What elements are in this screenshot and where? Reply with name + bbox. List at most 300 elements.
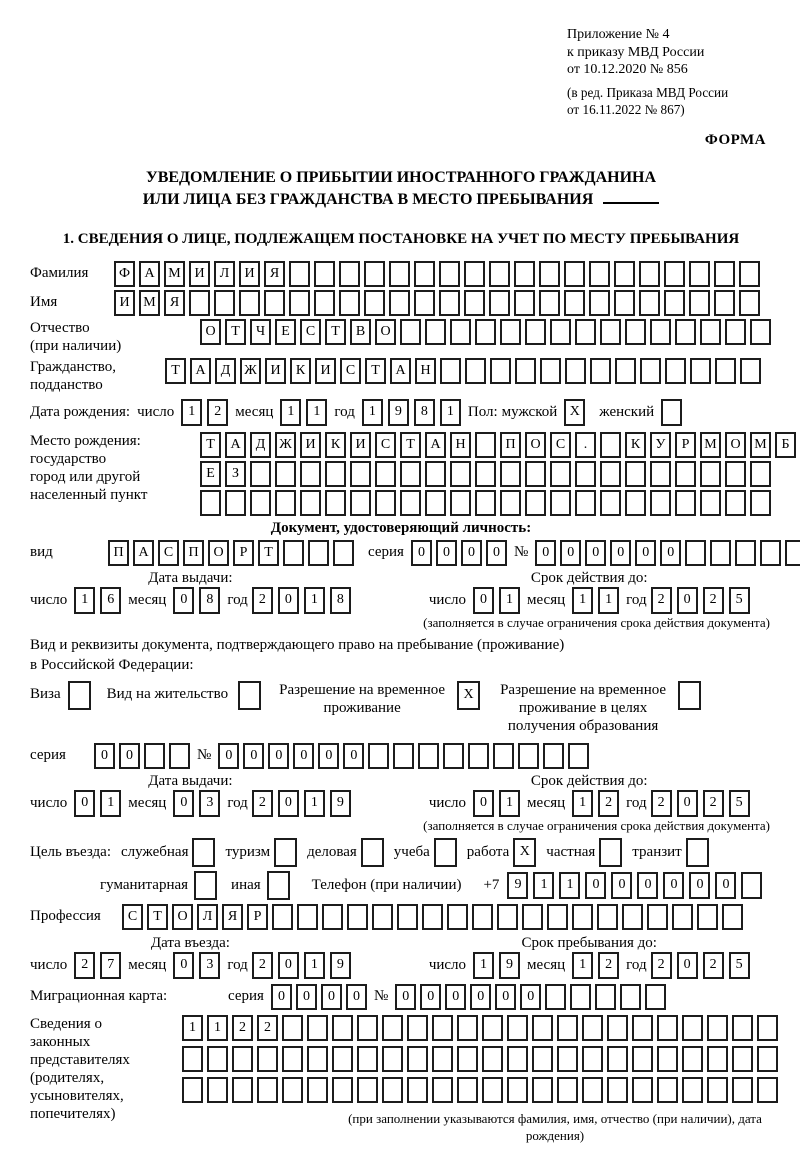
char-cell[interactable] (715, 358, 736, 384)
char-cell[interactable] (333, 540, 354, 566)
char-cell[interactable] (550, 461, 571, 487)
char-cell[interactable] (214, 290, 235, 316)
char-cell[interactable] (550, 319, 571, 345)
char-cell[interactable] (614, 290, 635, 316)
char-cell[interactable] (739, 290, 760, 316)
char-cell[interactable]: А (133, 540, 154, 566)
char-cell[interactable]: Т (147, 904, 168, 930)
char-cell[interactable]: Ч (250, 319, 271, 345)
char-cell[interactable]: 8 (330, 587, 351, 614)
char-cell[interactable] (675, 490, 696, 516)
char-cell[interactable]: И (189, 261, 210, 287)
char-cell[interactable] (639, 290, 660, 316)
char-cell[interactable] (308, 540, 329, 566)
char-cell[interactable]: Т (325, 319, 346, 345)
char-cell[interactable]: 0 (94, 743, 115, 769)
char-cell[interactable]: Ж (275, 432, 296, 458)
char-cell[interactable] (732, 1015, 753, 1041)
char-cell[interactable] (357, 1046, 378, 1072)
char-cell[interactable] (489, 290, 510, 316)
char-cell[interactable] (757, 1077, 778, 1103)
char-cell[interactable]: 1 (280, 399, 301, 426)
char-cell[interactable] (182, 1046, 203, 1072)
char-cell[interactable]: 9 (507, 872, 528, 899)
char-cell[interactable] (657, 1015, 678, 1041)
char-cell[interactable]: 2 (252, 952, 273, 979)
char-cell[interactable]: 1 (499, 587, 520, 614)
char-cell[interactable] (439, 261, 460, 287)
char-cell[interactable]: 0 (420, 984, 441, 1010)
char-cell[interactable] (440, 358, 461, 384)
char-cell[interactable]: 1 (533, 872, 554, 899)
char-cell[interactable]: Т (400, 432, 421, 458)
char-cell[interactable]: 2 (252, 587, 273, 614)
char-cell[interactable] (407, 1077, 428, 1103)
char-cell[interactable]: Т (165, 358, 186, 384)
char-cell[interactable] (475, 432, 496, 458)
char-cell[interactable]: Р (233, 540, 254, 566)
char-cell[interactable]: 1 (572, 587, 593, 614)
char-cell[interactable] (325, 461, 346, 487)
char-cell[interactable] (665, 358, 686, 384)
char-cell[interactable]: 1 (362, 399, 383, 426)
char-cell[interactable] (500, 461, 521, 487)
char-cell[interactable] (189, 290, 210, 316)
char-cell[interactable]: 1 (598, 587, 619, 614)
char-cell[interactable] (507, 1046, 528, 1072)
char-cell[interactable]: 2 (252, 790, 273, 817)
char-cell[interactable]: X (513, 838, 536, 867)
char-cell[interactable]: 0 (243, 743, 264, 769)
char-cell[interactable]: 0 (611, 872, 632, 899)
char-cell[interactable] (640, 358, 661, 384)
char-cell[interactable]: 0 (635, 540, 656, 566)
char-cell[interactable] (750, 461, 771, 487)
char-cell[interactable] (664, 261, 685, 287)
char-cell[interactable]: 0 (689, 872, 710, 899)
char-cell[interactable] (497, 904, 518, 930)
char-cell[interactable]: 0 (395, 984, 416, 1010)
char-cell[interactable] (582, 1077, 603, 1103)
char-cell[interactable] (450, 461, 471, 487)
char-cell[interactable]: 0 (445, 984, 466, 1010)
char-cell[interactable]: 2 (651, 952, 672, 979)
char-cell[interactable] (307, 1046, 328, 1072)
char-cell[interactable] (375, 490, 396, 516)
char-cell[interactable]: 0 (173, 587, 194, 614)
char-cell[interactable]: 0 (296, 984, 317, 1010)
char-cell[interactable]: Л (214, 261, 235, 287)
char-cell[interactable] (275, 490, 296, 516)
char-cell[interactable]: О (525, 432, 546, 458)
char-cell[interactable]: Д (250, 432, 271, 458)
char-cell[interactable]: 2 (703, 790, 724, 817)
char-cell[interactable] (525, 461, 546, 487)
char-cell[interactable] (575, 319, 596, 345)
char-cell[interactable] (532, 1046, 553, 1072)
char-cell[interactable] (500, 490, 521, 516)
char-cell[interactable] (267, 871, 290, 900)
char-cell[interactable] (625, 490, 646, 516)
char-cell[interactable]: Б (775, 432, 796, 458)
char-cell[interactable] (750, 490, 771, 516)
char-cell[interactable] (443, 743, 464, 769)
char-cell[interactable] (372, 904, 393, 930)
char-cell[interactable] (539, 261, 560, 287)
char-cell[interactable]: 3 (199, 790, 220, 817)
char-cell[interactable] (690, 358, 711, 384)
char-cell[interactable] (625, 319, 646, 345)
char-cell[interactable] (432, 1046, 453, 1072)
char-cell[interactable] (382, 1077, 403, 1103)
char-cell[interactable]: У (650, 432, 671, 458)
char-cell[interactable] (482, 1015, 503, 1041)
char-cell[interactable]: М (750, 432, 771, 458)
char-cell[interactable]: 0 (343, 743, 364, 769)
char-cell[interactable]: С (122, 904, 143, 930)
char-cell[interactable]: Р (675, 432, 696, 458)
char-cell[interactable] (389, 290, 410, 316)
char-cell[interactable] (382, 1015, 403, 1041)
char-cell[interactable]: 0 (660, 540, 681, 566)
char-cell[interactable]: 0 (473, 790, 494, 817)
char-cell[interactable] (722, 904, 743, 930)
char-cell[interactable]: 0 (470, 984, 491, 1010)
char-cell[interactable] (418, 743, 439, 769)
char-cell[interactable] (564, 261, 585, 287)
char-cell[interactable] (475, 319, 496, 345)
char-cell[interactable] (364, 290, 385, 316)
char-cell[interactable] (414, 290, 435, 316)
char-cell[interactable] (289, 261, 310, 287)
char-cell[interactable] (622, 904, 643, 930)
char-cell[interactable] (490, 358, 511, 384)
char-cell[interactable] (514, 290, 535, 316)
char-cell[interactable] (475, 490, 496, 516)
char-cell[interactable] (650, 319, 671, 345)
char-cell[interactable]: С (300, 319, 321, 345)
char-cell[interactable] (425, 319, 446, 345)
char-cell[interactable] (457, 1077, 478, 1103)
char-cell[interactable] (650, 461, 671, 487)
char-cell[interactable] (543, 743, 564, 769)
char-cell[interactable]: X (564, 399, 585, 426)
char-cell[interactable] (400, 461, 421, 487)
char-cell[interactable] (361, 838, 384, 867)
char-cell[interactable] (314, 290, 335, 316)
char-cell[interactable]: О (725, 432, 746, 458)
char-cell[interactable] (357, 1015, 378, 1041)
char-cell[interactable] (689, 261, 710, 287)
char-cell[interactable]: 1 (182, 1015, 203, 1041)
char-cell[interactable] (525, 319, 546, 345)
char-cell[interactable] (425, 490, 446, 516)
char-cell[interactable]: 8 (199, 587, 220, 614)
char-cell[interactable] (732, 1077, 753, 1103)
char-cell[interactable]: 0 (346, 984, 367, 1010)
char-cell[interactable] (482, 1046, 503, 1072)
char-cell[interactable] (507, 1015, 528, 1041)
char-cell[interactable] (507, 1077, 528, 1103)
char-cell[interactable] (68, 681, 91, 710)
char-cell[interactable] (300, 490, 321, 516)
char-cell[interactable] (707, 1077, 728, 1103)
char-cell[interactable]: 1 (100, 790, 121, 817)
char-cell[interactable]: Т (225, 319, 246, 345)
char-cell[interactable] (332, 1046, 353, 1072)
char-cell[interactable] (472, 904, 493, 930)
char-cell[interactable]: 1 (572, 790, 593, 817)
char-cell[interactable] (600, 319, 621, 345)
char-cell[interactable]: 0 (278, 790, 299, 817)
char-cell[interactable]: 1 (499, 790, 520, 817)
char-cell[interactable]: 6 (100, 587, 121, 614)
char-cell[interactable] (397, 904, 418, 930)
char-cell[interactable] (447, 904, 468, 930)
char-cell[interactable] (450, 490, 471, 516)
char-cell[interactable] (515, 358, 536, 384)
char-cell[interactable]: 0 (318, 743, 339, 769)
char-cell[interactable]: 1 (181, 399, 202, 426)
char-cell[interactable] (647, 904, 668, 930)
char-cell[interactable] (620, 984, 641, 1010)
char-cell[interactable]: Н (415, 358, 436, 384)
char-cell[interactable] (597, 904, 618, 930)
char-cell[interactable] (725, 319, 746, 345)
char-cell[interactable] (639, 261, 660, 287)
char-cell[interactable] (518, 743, 539, 769)
char-cell[interactable] (700, 319, 721, 345)
char-cell[interactable] (595, 984, 616, 1010)
char-cell[interactable]: 9 (499, 952, 520, 979)
char-cell[interactable]: 8 (414, 399, 435, 426)
char-cell[interactable] (650, 490, 671, 516)
char-cell[interactable] (757, 1046, 778, 1072)
char-cell[interactable]: Ж (240, 358, 261, 384)
char-cell[interactable]: 9 (388, 399, 409, 426)
char-cell[interactable] (144, 743, 165, 769)
char-cell[interactable] (725, 490, 746, 516)
char-cell[interactable] (572, 904, 593, 930)
char-cell[interactable]: 5 (729, 587, 750, 614)
char-cell[interactable]: А (225, 432, 246, 458)
char-cell[interactable] (364, 261, 385, 287)
char-cell[interactable] (274, 838, 297, 867)
char-cell[interactable]: 1 (559, 872, 580, 899)
char-cell[interactable]: 7 (100, 952, 121, 979)
char-cell[interactable] (599, 838, 622, 867)
char-cell[interactable] (707, 1015, 728, 1041)
char-cell[interactable] (575, 461, 596, 487)
char-cell[interactable]: 3 (199, 952, 220, 979)
char-cell[interactable] (275, 461, 296, 487)
char-cell[interactable] (347, 904, 368, 930)
char-cell[interactable] (568, 743, 589, 769)
char-cell[interactable]: 0 (677, 587, 698, 614)
char-cell[interactable] (282, 1015, 303, 1041)
char-cell[interactable] (425, 461, 446, 487)
char-cell[interactable] (739, 261, 760, 287)
char-cell[interactable] (661, 399, 682, 426)
char-cell[interactable] (465, 358, 486, 384)
char-cell[interactable] (207, 1077, 228, 1103)
char-cell[interactable] (657, 1046, 678, 1072)
char-cell[interactable] (689, 290, 710, 316)
char-cell[interactable] (607, 1015, 628, 1041)
char-cell[interactable] (735, 540, 756, 566)
char-cell[interactable]: 2 (232, 1015, 253, 1041)
char-cell[interactable] (615, 358, 636, 384)
char-cell[interactable]: 0 (486, 540, 507, 566)
char-cell[interactable] (589, 261, 610, 287)
char-cell[interactable]: С (340, 358, 361, 384)
char-cell[interactable]: 0 (677, 790, 698, 817)
char-cell[interactable]: 0 (321, 984, 342, 1010)
char-cell[interactable]: 1 (304, 790, 325, 817)
char-cell[interactable]: М (139, 290, 160, 316)
char-cell[interactable] (514, 261, 535, 287)
char-cell[interactable] (589, 290, 610, 316)
char-cell[interactable]: А (390, 358, 411, 384)
char-cell[interactable] (464, 290, 485, 316)
char-cell[interactable]: П (108, 540, 129, 566)
char-cell[interactable]: К (625, 432, 646, 458)
char-cell[interactable] (283, 540, 304, 566)
char-cell[interactable]: С (158, 540, 179, 566)
char-cell[interactable] (741, 872, 762, 899)
char-cell[interactable]: 0 (677, 952, 698, 979)
char-cell[interactable]: 2 (703, 952, 724, 979)
char-cell[interactable] (350, 490, 371, 516)
char-cell[interactable]: В (350, 319, 371, 345)
char-cell[interactable] (272, 904, 293, 930)
char-cell[interactable]: И (315, 358, 336, 384)
char-cell[interactable]: 1 (572, 952, 593, 979)
char-cell[interactable]: 9 (330, 952, 351, 979)
char-cell[interactable] (250, 461, 271, 487)
char-cell[interactable] (685, 540, 706, 566)
char-cell[interactable]: 1 (304, 587, 325, 614)
char-cell[interactable]: Л (197, 904, 218, 930)
char-cell[interactable] (350, 461, 371, 487)
char-cell[interactable] (675, 461, 696, 487)
char-cell[interactable] (547, 904, 568, 930)
char-cell[interactable] (657, 1077, 678, 1103)
char-cell[interactable] (400, 490, 421, 516)
char-cell[interactable]: 1 (440, 399, 461, 426)
char-cell[interactable] (297, 904, 318, 930)
char-cell[interactable] (757, 1015, 778, 1041)
char-cell[interactable] (407, 1046, 428, 1072)
char-cell[interactable]: 1 (207, 1015, 228, 1041)
char-cell[interactable] (339, 290, 360, 316)
char-cell[interactable] (232, 1046, 253, 1072)
char-cell[interactable]: А (190, 358, 211, 384)
char-cell[interactable] (289, 290, 310, 316)
char-cell[interactable] (238, 681, 261, 710)
char-cell[interactable]: 2 (703, 587, 724, 614)
char-cell[interactable] (250, 490, 271, 516)
char-cell[interactable] (200, 490, 221, 516)
char-cell[interactable] (545, 984, 566, 1010)
char-cell[interactable]: 9 (330, 790, 351, 817)
char-cell[interactable]: 2 (74, 952, 95, 979)
char-cell[interactable]: Т (200, 432, 221, 458)
char-cell[interactable]: 0 (411, 540, 432, 566)
char-cell[interactable] (575, 490, 596, 516)
char-cell[interactable]: 2 (257, 1015, 278, 1041)
char-cell[interactable] (714, 261, 735, 287)
char-cell[interactable]: П (183, 540, 204, 566)
char-cell[interactable] (314, 261, 335, 287)
char-cell[interactable] (682, 1015, 703, 1041)
char-cell[interactable]: О (208, 540, 229, 566)
char-cell[interactable]: П (500, 432, 521, 458)
char-cell[interactable] (697, 904, 718, 930)
char-cell[interactable] (464, 261, 485, 287)
char-cell[interactable] (645, 984, 666, 1010)
char-cell[interactable]: Н (450, 432, 471, 458)
char-cell[interactable] (725, 461, 746, 487)
char-cell[interactable]: А (425, 432, 446, 458)
char-cell[interactable]: Е (200, 461, 221, 487)
char-cell[interactable] (664, 290, 685, 316)
char-cell[interactable]: X (457, 681, 480, 710)
char-cell[interactable] (225, 490, 246, 516)
char-cell[interactable]: С (550, 432, 571, 458)
char-cell[interactable] (600, 432, 621, 458)
char-cell[interactable] (539, 290, 560, 316)
char-cell[interactable] (282, 1077, 303, 1103)
char-cell[interactable]: Р (247, 904, 268, 930)
char-cell[interactable]: 0 (173, 952, 194, 979)
char-cell[interactable] (732, 1046, 753, 1072)
char-cell[interactable] (368, 743, 389, 769)
char-cell[interactable] (493, 743, 514, 769)
char-cell[interactable]: К (290, 358, 311, 384)
char-cell[interactable] (600, 490, 621, 516)
char-cell[interactable] (682, 1046, 703, 1072)
char-cell[interactable] (607, 1077, 628, 1103)
char-cell[interactable]: А (139, 261, 160, 287)
char-cell[interactable] (382, 1046, 403, 1072)
char-cell[interactable]: 2 (598, 790, 619, 817)
char-cell[interactable]: 0 (610, 540, 631, 566)
char-cell[interactable]: 0 (218, 743, 239, 769)
char-cell[interactable]: 0 (74, 790, 95, 817)
char-cell[interactable] (710, 540, 731, 566)
char-cell[interactable] (557, 1046, 578, 1072)
char-cell[interactable]: 0 (495, 984, 516, 1010)
char-cell[interactable] (760, 540, 781, 566)
char-cell[interactable]: 0 (715, 872, 736, 899)
char-cell[interactable]: Д (215, 358, 236, 384)
char-cell[interactable] (678, 681, 701, 710)
char-cell[interactable] (525, 490, 546, 516)
char-cell[interactable]: 0 (278, 587, 299, 614)
char-cell[interactable]: О (172, 904, 193, 930)
char-cell[interactable] (307, 1015, 328, 1041)
char-cell[interactable] (389, 261, 410, 287)
char-cell[interactable] (393, 743, 414, 769)
char-cell[interactable]: 0 (119, 743, 140, 769)
char-cell[interactable]: 0 (560, 540, 581, 566)
char-cell[interactable] (434, 838, 457, 867)
char-cell[interactable] (257, 1046, 278, 1072)
char-cell[interactable] (489, 261, 510, 287)
char-cell[interactable] (540, 358, 561, 384)
char-cell[interactable]: М (164, 261, 185, 287)
